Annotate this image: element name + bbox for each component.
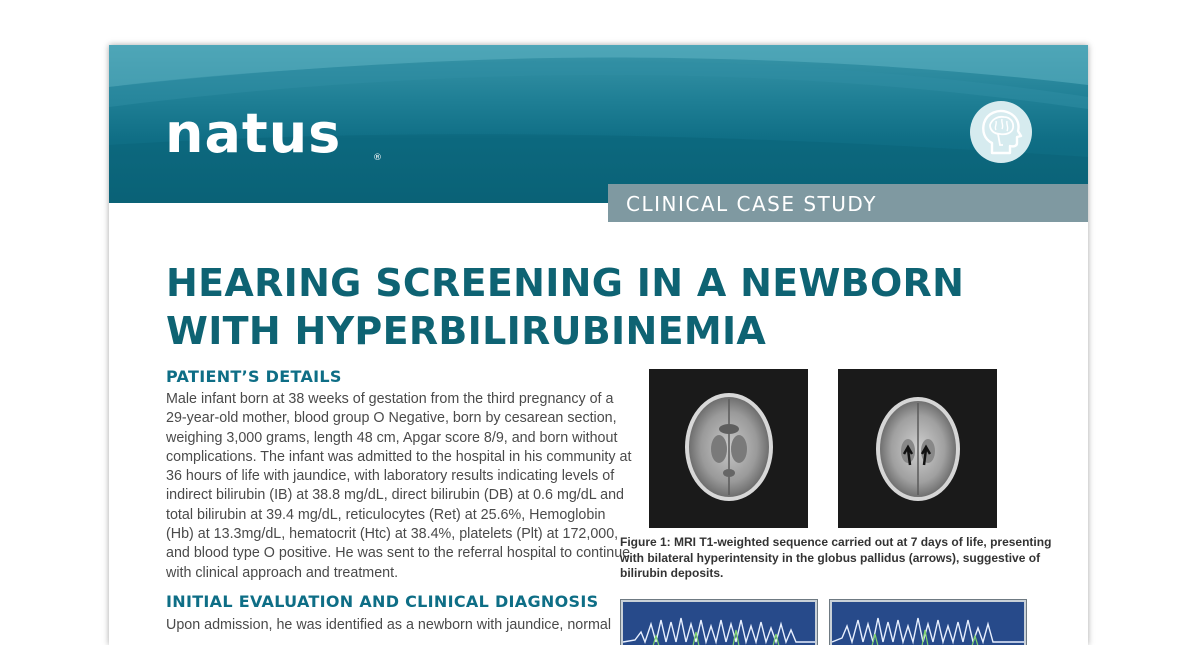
- text-line: 36 hours of life with jaundice, with laboratory results indicating levels of: [166, 468, 615, 485]
- natus-logo: natus: [165, 102, 342, 165]
- text-line: weighing 3,000 grams, length 48 cm, Apgar score 8/9, and born without: [166, 429, 618, 446]
- figure-caption: [620, 535, 1050, 582]
- title-line: WITH HYPERBILIRUBINEMIA: [166, 309, 767, 353]
- text-line: (Hb) at 13.3mg/dL, hematocrit (Htc) at 38.4%, platelets (Plt) at 172,000,: [166, 526, 619, 543]
- text-line: and blood type O positive. He was sent to the referral hospital to continue: [166, 545, 631, 562]
- patient-details-text: [166, 390, 632, 583]
- text-line: with clinical approach and treatment.: [166, 564, 399, 581]
- brain-head-icon: [970, 101, 1032, 163]
- text-line: 29-year-old mother, blood group O Negative, born by cesarean section,: [166, 410, 617, 427]
- text-line: Male infant born at 38 weeks of gestation from the third pregnancy of a: [166, 391, 614, 407]
- text-line: total bilirubin at 39.4 mg/dL, reticulocytes (Ret) at 25.6%, Hemoglobin: [166, 506, 606, 523]
- page-title: [166, 259, 965, 355]
- title-line: HEARING SCREENING IN A NEWBORN: [166, 261, 965, 305]
- case-study-bar: [608, 184, 1088, 222]
- mri-image-left: [649, 369, 808, 528]
- text-line: indirect bilirubin (IB) at 38.8 mg/dL, direct bilirubin (DB) at 0.6 mg/dL and: [166, 487, 624, 504]
- caption-line: with bilateral hyperintensity in the globus pallidus (arrows), suggestive of: [620, 550, 1041, 565]
- text-line: Upon admission, he was identified as a newborn with jaundice, normal: [166, 617, 612, 633]
- caption-line: bilirubin deposits.: [620, 566, 724, 580]
- document-type-label: CLINICAL CASE STUDY: [626, 192, 877, 216]
- document-page: [109, 45, 1088, 645]
- mri-image-right: [838, 369, 997, 528]
- initial-evaluation-text: [166, 616, 612, 635]
- waveform-image-right: [829, 599, 1027, 645]
- section-heading-patient-details: PATIENT’S DETAILS: [166, 367, 342, 386]
- section-heading-initial-evaluation: INITIAL EVALUATION AND CLINICAL DIAGNOSIS: [166, 592, 599, 611]
- caption-line: Figure 1: MRI T1-weighted sequence carried out at 7 days of life, presenting: [620, 535, 1052, 549]
- header-banner: [109, 45, 1088, 203]
- waveform-image-left: [620, 599, 818, 645]
- registered-mark: ®: [373, 153, 382, 163]
- text-line: complications. The infant was admitted to the hospital in his community at: [166, 448, 632, 465]
